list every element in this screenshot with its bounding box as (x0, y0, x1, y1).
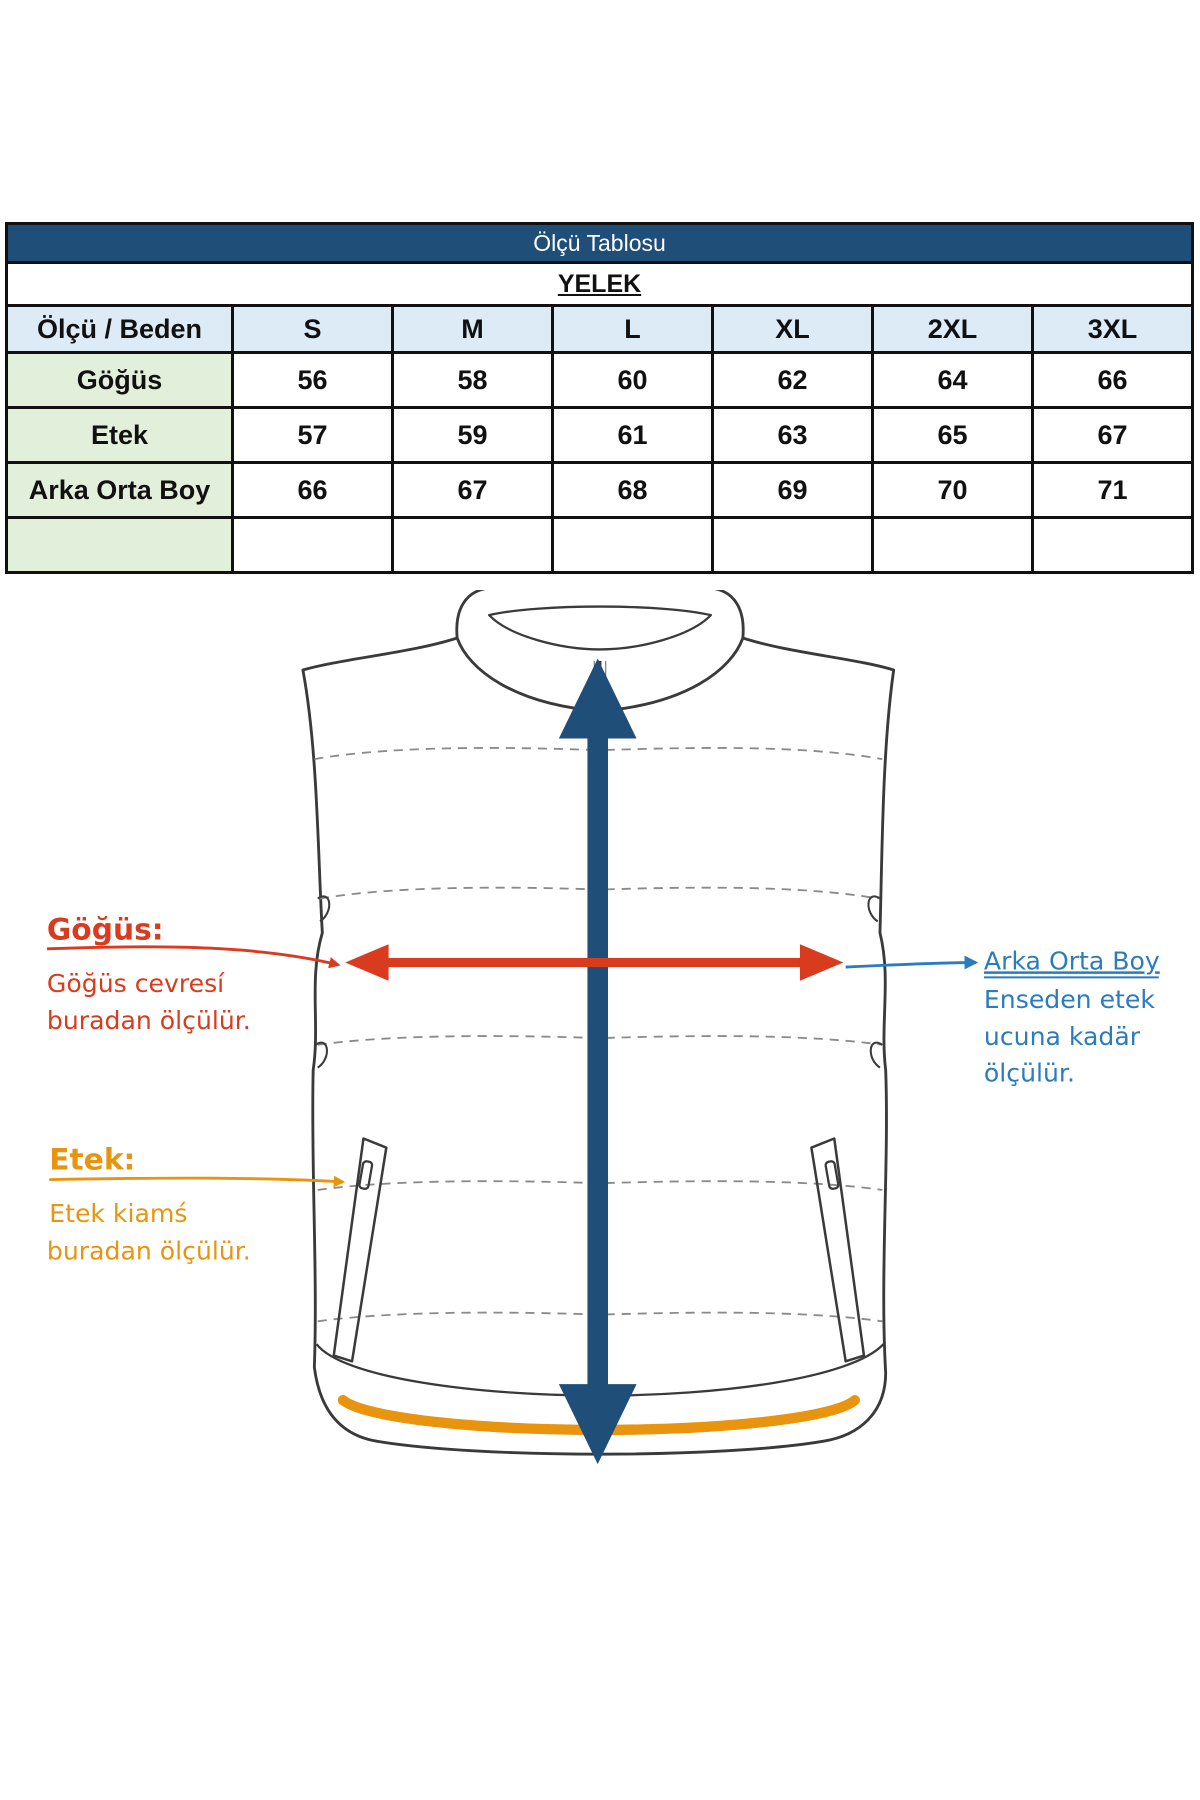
table-row (7, 408, 1193, 463)
measurement-cell: 60 (553, 353, 713, 408)
back-length-heading: Arka Orta Boy (983, 946, 1160, 976)
measurement-cell (233, 518, 393, 573)
back-length-arrow (559, 659, 637, 1465)
measurement-cell (553, 518, 713, 573)
chest-desc-line1: Göğüs cevresí (46, 969, 225, 999)
size-header-cell: L (553, 306, 713, 353)
table-subtitle (7, 263, 1193, 306)
measurement-cell: 67 (1033, 408, 1193, 463)
table-subtitle-text: YELEK (557, 269, 642, 298)
measurement-cell: 57 (233, 408, 393, 463)
quilt-seam-left (315, 1043, 326, 1068)
row-label-cell: Etek (7, 408, 233, 463)
vest-measurement-diagram (0, 590, 1200, 1575)
size-header-cell: M (393, 306, 553, 353)
row-label-cell: Arka Orta Boy (7, 463, 233, 518)
table-title-row (7, 224, 1193, 263)
quilt-line (318, 1036, 595, 1045)
measurement-cell: 59 (393, 408, 553, 463)
measurement-cell: 69 (713, 463, 873, 518)
table-title: Ölçü Tablosu (7, 224, 1193, 263)
quilt-seam-right (871, 1043, 882, 1068)
table-header-row (7, 306, 1193, 353)
quilt-line (320, 888, 594, 899)
measurement-cell: 66 (1033, 353, 1193, 408)
measurement-cell: 62 (713, 353, 873, 408)
measurement-cell (713, 518, 873, 573)
back-length-callout (846, 946, 1160, 1087)
measurement-cell: 64 (873, 353, 1033, 408)
measurement-cell: 67 (393, 463, 553, 518)
measurement-cell: 61 (553, 408, 713, 463)
measurement-cell: 63 (713, 408, 873, 463)
quilt-line (606, 748, 883, 759)
measurement-cell: 58 (393, 353, 553, 408)
quilt-line (606, 1313, 883, 1322)
hem-heading: Etek: (49, 1142, 136, 1178)
back-length-desc-line1: Enseden etek (983, 985, 1155, 1015)
back-length-desc-line2: ucuna kadär (983, 1021, 1141, 1051)
measurement-cell: 71 (1033, 463, 1193, 518)
back-length-desc-line3: ölçülür. (983, 1058, 1075, 1088)
hem-desc-line1: Etek kiamś (49, 1198, 188, 1228)
size-header-cell: XL (713, 306, 873, 353)
measurement-cell (873, 518, 1033, 573)
right-pocket-zipper (811, 1138, 864, 1361)
quilt-line (314, 748, 594, 759)
measurement-cell: 66 (233, 463, 393, 518)
measurement-cell (1033, 518, 1193, 573)
hem-callout (47, 1142, 343, 1265)
table-row (7, 518, 1193, 573)
measurement-cell: 70 (873, 463, 1033, 518)
measurement-cell: 65 (873, 408, 1033, 463)
table-row (7, 463, 1193, 518)
quilt-seam-right (868, 896, 879, 921)
vest-collar-inner (489, 607, 711, 650)
hem-pointer-line (49, 1178, 343, 1182)
size-header-cell: 2XL (873, 306, 1033, 353)
header-label-cell: Ölçü / Beden (7, 306, 233, 353)
row-label-cell (7, 518, 233, 573)
hem-desc-line2: buradan ölçülür. (46, 1236, 251, 1266)
size-chart-table (5, 222, 1194, 574)
left-pocket-zipper (334, 1138, 387, 1361)
size-header-cell: 3XL (1033, 306, 1193, 353)
row-label-cell: Göğüs (7, 353, 233, 408)
chest-heading: Göğüs: (46, 912, 164, 948)
table-subtitle-row (7, 263, 1193, 306)
measurement-cell (393, 518, 553, 573)
quilt-line (606, 1036, 883, 1045)
back-length-pointer-line (846, 963, 976, 968)
measurement-cell: 68 (553, 463, 713, 518)
table-row (7, 353, 1193, 408)
measurement-cell: 56 (233, 353, 393, 408)
size-header-cell: S (233, 306, 393, 353)
quilt-line (606, 888, 878, 899)
chest-desc-line2: buradan ölçülür. (46, 1005, 251, 1035)
chest-callout (47, 913, 338, 1035)
chest-pointer-line (47, 947, 338, 965)
